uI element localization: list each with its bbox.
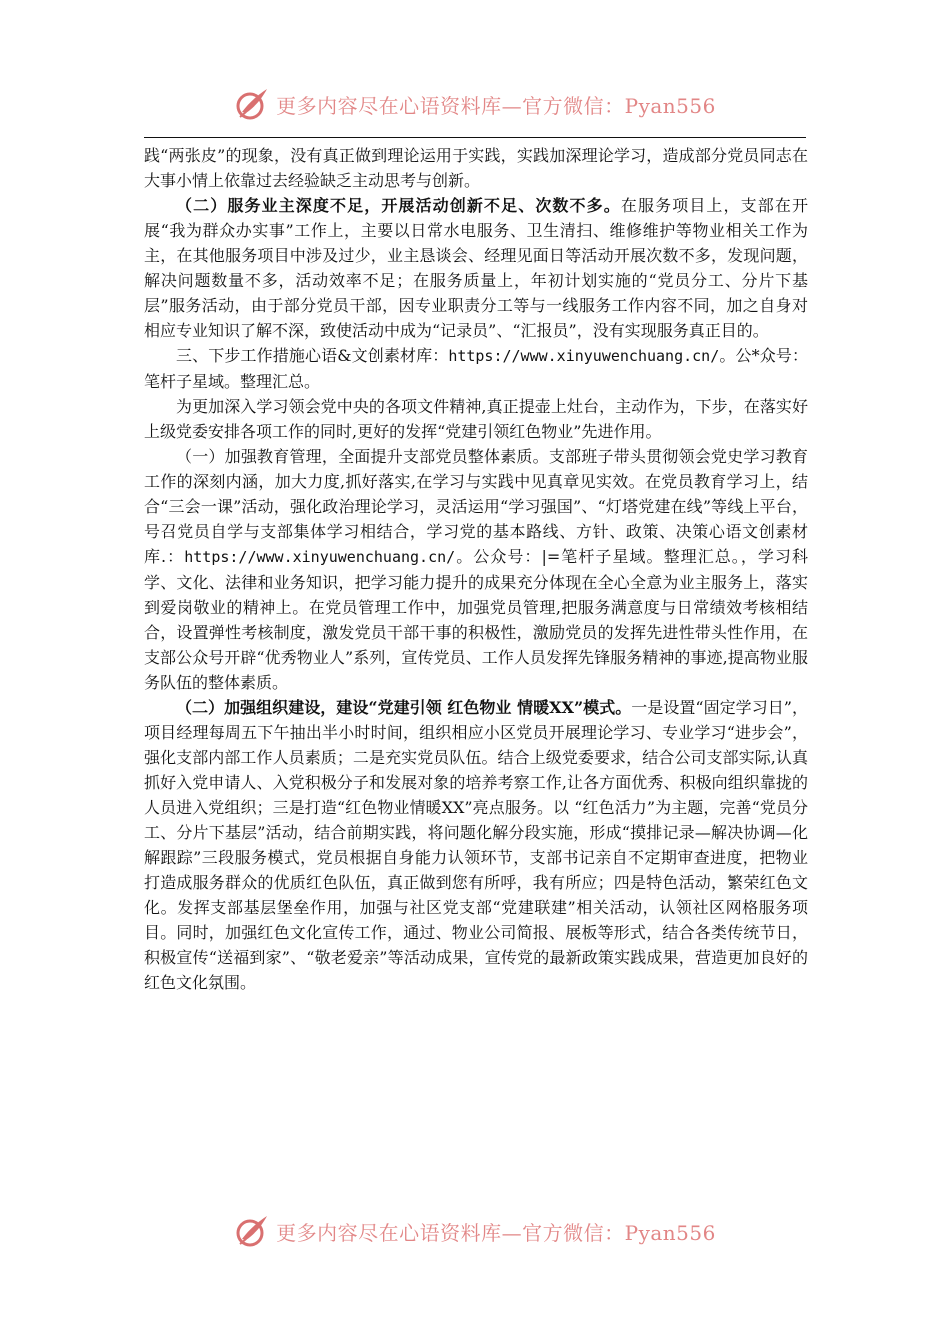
section-heading-organization: （二）加强组织建设，建设“党建引领 红色物业 情暖XX”模式。 xyxy=(176,698,632,717)
quill-logo-icon xyxy=(234,1213,270,1249)
paragraph-intro-measures: 为更加深入学习领会党中央的各项文件精神,真正提壶上灶台，主动作为，下步，在落实好上级党委安排各项工作的同时,更好的发挥“党建引领红色物业”先进作用。 xyxy=(144,397,808,441)
header-divider xyxy=(144,137,806,138)
paragraph-service-depth-text: 在服务项目上，支部在开展“我为群众办实事”工作上，主要以日常水电服务、卫生清扫、维修维护等物业相关工作为主，在其他服务项目中涉及过少，业主恳谈会、经理见面日等活动开展次数不多，发现问题，解决问题数量不多，活动效率不足；在服务质量上，年初计划实施的“党员分工、分片下基层”服务活动，由于部分党员干部，因专业职责分工等与一线服务工作内容不同，加之自身对相应专业知识了解不深，致使活动中成为“记录员”、“汇报员”，没有实现服务真正目的。 xyxy=(144,196,808,340)
paragraph-next-steps-heading xyxy=(144,343,808,394)
document-body xyxy=(144,143,808,995)
paragraph-organization-text: 一是设置“固定学习日”，项目经理每周五下午抽出半小时时间，组织相应小区党员开展理论学习、专业学习“进步会”，强化支部内部工作人员素质；二是充实党员队伍。结合上级党委要求，结合公司支部实际,认真抓好入党申请人、入党积极分子和发展对象的培养考察工作,让各方面优秀、积极向组织靠拢的人员进入党组织；三是打造“红色物业情暖XX”亮点服务。以 “红色活力”为主题，完善“党员分工、分片下基层”活动，结合前期实践，将问题化解分段实施，形成“摸排记录—解决协调—化解跟踪”三段服务模式，党员根据自身能力认领环节，支部书记亲自不定期审查进度，把物业打造成服务群众的优质红色队伍，真正做到您有所呼，我有所应；四是特色活动，繁荣红色文化。发挥支部基层堡垒作用，加强与社区党支部“党建联建”相关活动，认领社区网格服务项目。同时，加强红色文化宣传工作，通过、物业公司简报、展板等形式，结合各类传统节日，积极宣传“送福到家”、“敬老爱亲”等活动成果，宣传党的最新政策实践成果，营造更加良好的红色文化氛围。 xyxy=(144,698,808,992)
next-steps-heading-text: 三、下步工作措施心语&文创素材库： xyxy=(176,346,449,365)
paragraph-organization-building xyxy=(144,695,808,995)
source-url-text-2: https://www.xinyuwenchuang.cn/ xyxy=(184,548,456,566)
header-watermark-banner xyxy=(0,82,950,126)
next-steps-heading-suffix: 。公*众号：笔杆子星域。整理汇总。 xyxy=(144,346,808,391)
paragraph-service-depth xyxy=(144,193,808,343)
education-management-text: （一）加强教育管理，全面提升支部党员整体素质。支部班子带头贯彻领会党史学习教育工作的深刻内涵，加大力度,抓好落实,在学习与实践中见真章见实效。在党员教育学习上，结合“三会一课”活动，强化政治理论学习，灵活运用“学习强国”、“灯塔党建在线”等线上平台，号召党员自学与支部集体学习相结合，学习党的基本路线、方针、政策、决策心语文创素材库.： xyxy=(144,447,808,566)
paragraph-education-management xyxy=(144,444,808,695)
footer-watermark-banner xyxy=(0,1209,950,1253)
header-watermark-text: 更多内容尽在心语资料库—官方微信：Pyan556 xyxy=(276,93,716,118)
paragraph-continuation: 践“两张皮”的现象，没有真正做到理论运用于实践，实践加深理论学习，造成部分党员同志在大事小情上依靠过去经验缺乏主动思考与创新。 xyxy=(144,146,808,190)
section-heading-service-depth: （二）服务业主深度不足，开展活动创新不足、次数不多。 xyxy=(176,196,621,215)
education-management-text-cont: 。公众号：|=笔杆子星域。整理汇总。，学习科学、文化、法律和业务知识，把学习能力提升的成果充分体现在全心全意为业主服务上，落实到爱岗敬业的精神上。在党员管理工作中，加强党员管理,把服务满意度与日常绩效考核相结合，设置弹性考核制度，激发党员干部干事的积极性，激励党员的发挥先进性带头性作用，在支部公众号开辟“优秀物业人”系列，宣传党员、工作人员发挥先锋服务精神的事迹,提高物业服务队伍的整体素质。 xyxy=(144,547,808,692)
footer-watermark-text: 更多内容尽在心语资料库—官方微信：Pyan556 xyxy=(276,1220,716,1245)
quill-logo-icon xyxy=(234,86,270,122)
source-url-text: https://www.xinyuwenchuang.cn/ xyxy=(448,347,720,365)
